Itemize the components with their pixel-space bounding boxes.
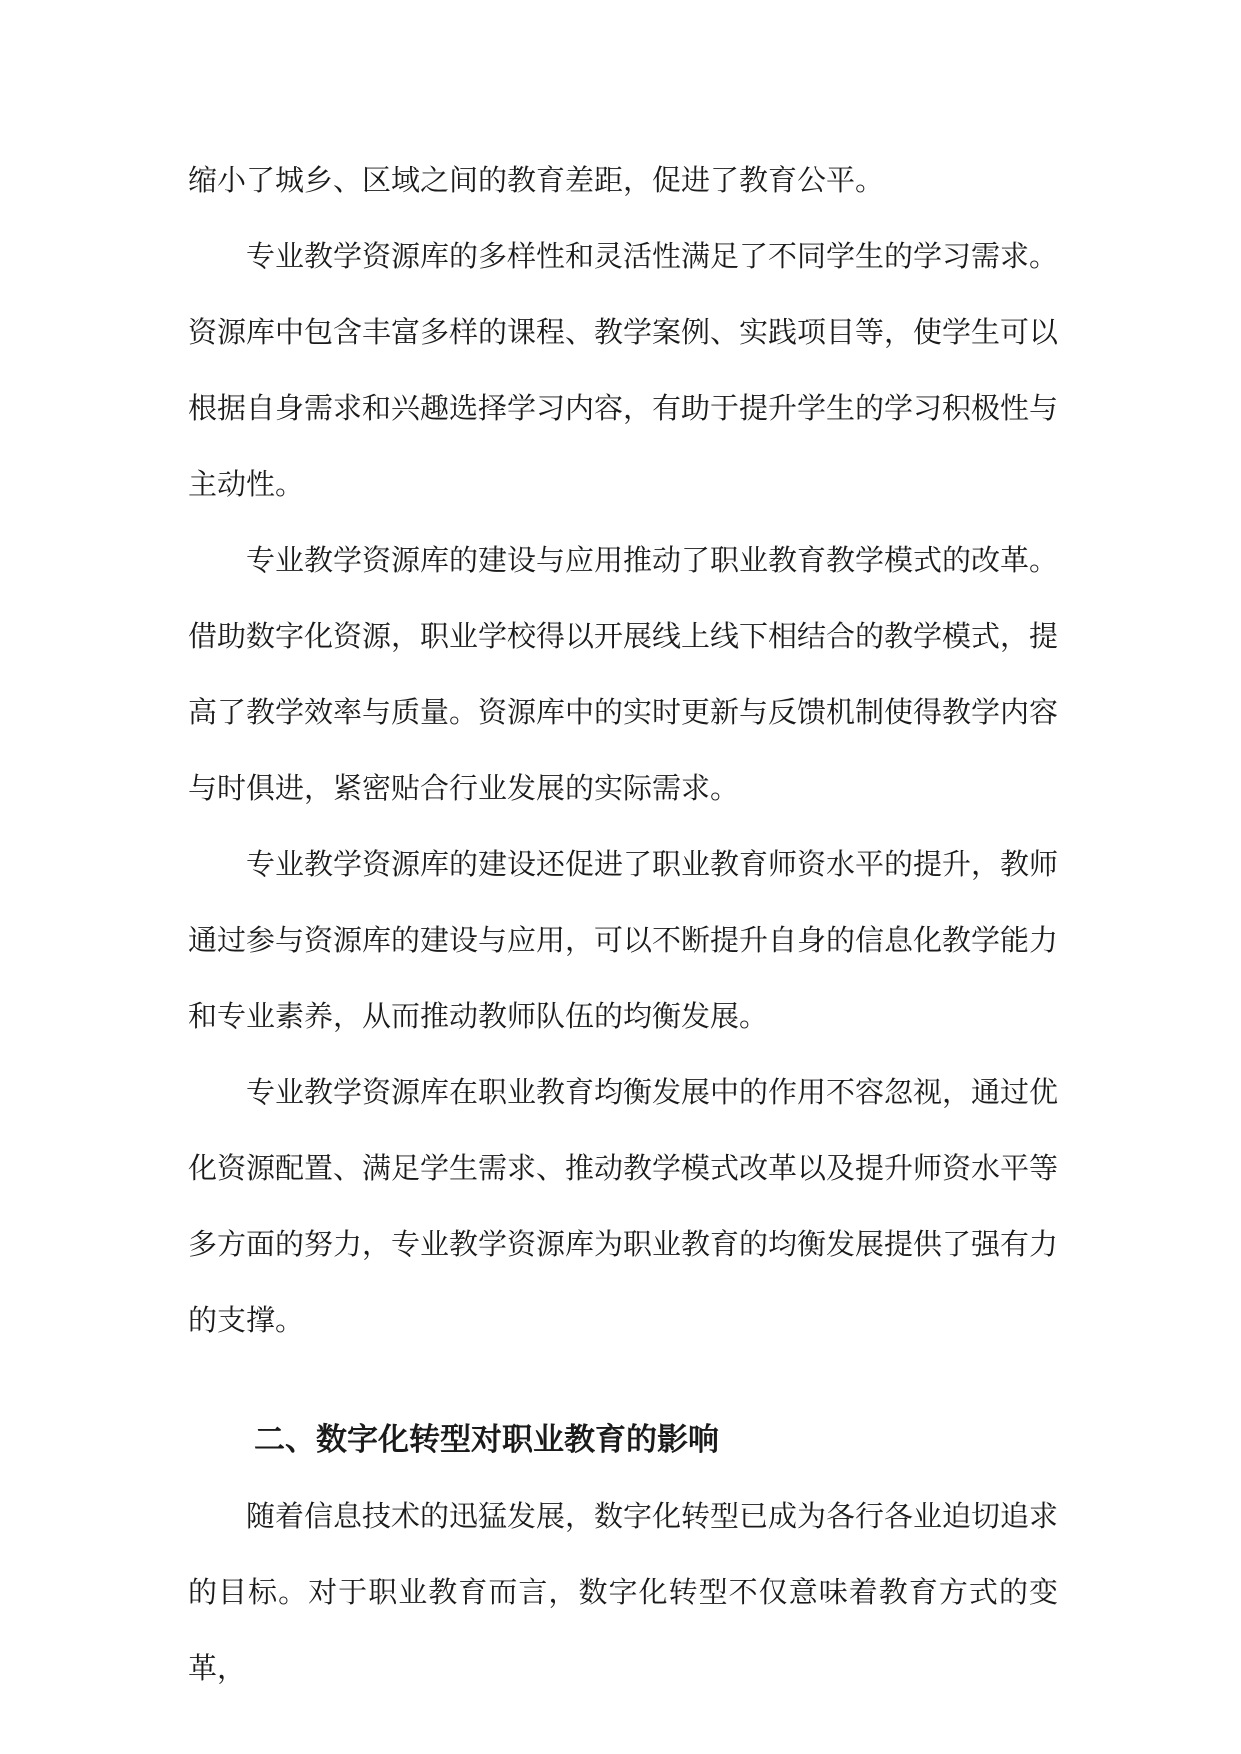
paragraph: 缩小了城乡、区域之间的教育差距，促进了教育公平。 [188, 163, 885, 197]
paragraph: 专业教学资源库的建设与应用推动了职业教育教学模式的改革。借助数字化资源，职业学校得以开展线上线下相结合的教学模式，提高了教学效率与质量。资源库中的实时更新与反馈机制使得教学内容与时俱进，紧密贴合行业发展的实际需求。 [188, 543, 1059, 805]
paragraph: 专业教学资源库的多样性和灵活性满足了不同学生的学习需求。资源库中包含丰富多样的课程、教学案例、实践项目等，使学生可以根据自身需求和兴趣选择学习内容，有助于提升学生的学习积极性与主动性。 [188, 239, 1059, 501]
paragraph: 随着信息技术的迅猛发展，数字化转型已成为各行各业迫切追求的目标。对于职业教育而言，数字化转型不仅意味着教育方式的变革， [188, 1499, 1059, 1685]
section-heading: 二、数字化转型对职业教育的影响 [254, 1422, 719, 1458]
document-body [188, 142, 1058, 1706]
paragraph: 专业教学资源库的建设还促进了职业教育师资水平的提升，教师通过参与资源库的建设与应用，可以不断提升自身的信息化教学能力和专业素养，从而推动教师队伍的均衡发展。 [188, 847, 1059, 1033]
paragraph: 专业教学资源库在职业教育均衡发展中的作用不容忽视，通过优化资源配置、满足学生需求、推动教学模式改革以及提升师资水平等多方面的努力，专业教学资源库为职业教育的均衡发展提供了强有力的支撑。 [188, 1075, 1059, 1337]
